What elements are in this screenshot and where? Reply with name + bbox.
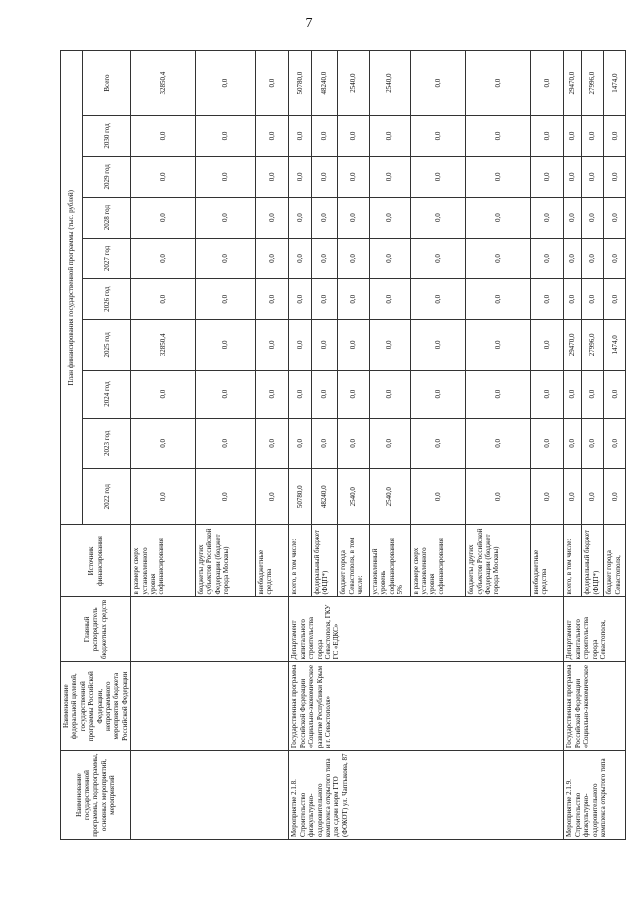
year-value-cell: 0,0 xyxy=(131,238,196,279)
year-value-cell: 0,0 xyxy=(369,238,410,279)
year-value-cell: 0,0 xyxy=(195,320,255,370)
year-value-cell: 0,0 xyxy=(195,116,255,157)
year-value-cell: 0,0 xyxy=(311,238,338,279)
total-value-cell: 0,0 xyxy=(466,51,531,116)
year-value-cell: 0,0 xyxy=(195,197,255,238)
year-value-cell: 0,0 xyxy=(564,197,582,238)
header-source: Источник финансирования xyxy=(61,525,131,597)
funding-source-cell: бюджет города Севастополя, xyxy=(604,525,626,597)
table-row xyxy=(289,51,311,840)
measure-name-cell xyxy=(131,751,289,840)
total-value-cell: 1474,0 xyxy=(604,51,626,116)
header-federal-program: Наименование федеральной целевой, государственной программы Российской Федерации, непрограммного мероприятия бюджета Российской Федерации xyxy=(61,662,131,751)
year-value-cell: 0,0 xyxy=(195,418,255,468)
year-value-cell: 0,0 xyxy=(530,418,563,468)
year-value-cell: 0,0 xyxy=(255,320,288,370)
group-measure-2-1-8 xyxy=(289,51,564,840)
year-value-cell: 0,0 xyxy=(338,320,369,370)
year-value-cell: 0,0 xyxy=(289,156,311,197)
program-name-cell: Государственная программа Российской Федерации «Социально-экономическое развитие Республики Крым и г. Севастополя» xyxy=(289,662,564,751)
year-value-cell: 0,0 xyxy=(131,279,196,320)
table-row xyxy=(564,51,582,840)
year-value-cell: 0,0 xyxy=(582,469,604,525)
year-value-cell: 0,0 xyxy=(564,156,582,197)
year-value-cell: 0,0 xyxy=(311,197,338,238)
program-name-cell xyxy=(131,662,289,751)
funding-source-cell: бюджет города Севастополя, в том числе: xyxy=(338,525,369,597)
header-financing-plan: План финансирования государственной программы (тыс. рублей) xyxy=(61,51,83,525)
year-value-cell: 0,0 xyxy=(255,279,288,320)
year-value-cell: 0,0 xyxy=(466,469,531,525)
distributor-cell xyxy=(131,597,289,662)
year-value-cell: 0,0 xyxy=(410,156,466,197)
year-value-cell: 0,0 xyxy=(410,279,466,320)
year-value-cell: 0,0 xyxy=(604,116,626,157)
year-value-cell: 0,0 xyxy=(604,279,626,320)
year-value-cell: 0,0 xyxy=(604,418,626,468)
total-value-cell: 32850,4 xyxy=(131,51,196,116)
total-value-cell: 27996,0 xyxy=(582,51,604,116)
year-value-cell: 0,0 xyxy=(195,279,255,320)
year-value-cell: 0,0 xyxy=(410,238,466,279)
year-value-cell: 0,0 xyxy=(311,320,338,370)
year-value-cell: 0,0 xyxy=(338,197,369,238)
year-value-cell: 0,0 xyxy=(466,279,531,320)
year-value-cell: 0,0 xyxy=(410,197,466,238)
year-value-cell: 1474,0 xyxy=(604,320,626,370)
year-value-cell: 2540,0 xyxy=(369,469,410,525)
year-value-cell: 0,0 xyxy=(530,156,563,197)
year-value-cell: 0,0 xyxy=(369,320,410,370)
year-value-cell: 0,0 xyxy=(131,156,196,197)
year-value-cell: 0,0 xyxy=(410,320,466,370)
year-value-cell: 0,0 xyxy=(289,238,311,279)
year-value-cell: 0,0 xyxy=(311,418,338,468)
year-value-cell: 29470,0 xyxy=(564,320,582,370)
header-year: 2026 год xyxy=(83,279,131,320)
distributor-cell: Департамент капитального строительства города Севастополя, xyxy=(564,597,626,662)
year-value-cell: 0,0 xyxy=(530,116,563,157)
year-value-cell: 0,0 xyxy=(410,469,466,525)
year-value-cell: 0,0 xyxy=(369,279,410,320)
page-number: 7 xyxy=(305,16,313,31)
year-value-cell: 0,0 xyxy=(530,279,563,320)
year-value-cell: 0,0 xyxy=(338,156,369,197)
header-total: Всего xyxy=(83,51,131,116)
header-year: 2022 год xyxy=(83,469,131,525)
header-row-plan xyxy=(61,51,83,840)
year-value-cell: 0,0 xyxy=(131,197,196,238)
funding-source-cell: внебюджетные средства xyxy=(530,525,563,597)
distributor-cell: Департамент капитального строительства города Севастополя, ГКУ ГС «ЕДКС» xyxy=(289,597,564,662)
year-value-cell: 0,0 xyxy=(289,320,311,370)
year-value-cell: 0,0 xyxy=(195,370,255,418)
year-value-cell: 0,0 xyxy=(369,418,410,468)
year-value-cell: 0,0 xyxy=(564,469,582,525)
year-value-cell: 0,0 xyxy=(466,156,531,197)
year-value-cell: 0,0 xyxy=(604,156,626,197)
year-value-cell: 0,0 xyxy=(195,156,255,197)
year-value-cell: 0,0 xyxy=(289,370,311,418)
year-value-cell: 0,0 xyxy=(604,238,626,279)
total-value-cell: 50780,0 xyxy=(289,51,311,116)
funding-source-cell: всего, в том числе: xyxy=(289,525,311,597)
year-value-cell: 0,0 xyxy=(311,279,338,320)
year-value-cell: 0,0 xyxy=(466,238,531,279)
year-value-cell: 0,0 xyxy=(410,418,466,468)
measure-name-cell: Мероприятие 2.1.9. Строительство физкультурно-оздоровительного комплекса открытого типа xyxy=(564,751,626,840)
year-value-cell: 0,0 xyxy=(582,197,604,238)
header-year: 2030 год xyxy=(83,116,131,157)
year-value-cell: 0,0 xyxy=(564,418,582,468)
total-value-cell: 2540,0 xyxy=(369,51,410,116)
year-value-cell: 0,0 xyxy=(530,197,563,238)
year-value-cell: 0,0 xyxy=(369,370,410,418)
year-value-cell: 0,0 xyxy=(289,418,311,468)
year-value-cell: 0,0 xyxy=(369,156,410,197)
funding-source-cell: бюджеты других субъектов Российской Федерации (бюджет города Москвы) xyxy=(466,525,531,597)
funding-source-cell: в размере сверх установленного уровня софинансирования xyxy=(410,525,466,597)
year-value-cell: 0,0 xyxy=(255,197,288,238)
year-value-cell: 0,0 xyxy=(195,469,255,525)
year-value-cell: 0,0 xyxy=(338,370,369,418)
financing-table xyxy=(60,50,626,840)
header-year: 2023 год xyxy=(83,418,131,468)
year-value-cell: 32850,4 xyxy=(131,320,196,370)
funding-source-cell: федеральный бюджет (ФЦП*) xyxy=(582,525,604,597)
year-value-cell: 0,0 xyxy=(255,116,288,157)
header-distributor: Главный распорядитель бюджетных средств xyxy=(61,597,131,662)
funding-source-cell: бюджеты других субъектов Российской Федерации (бюджет города Москвы) xyxy=(195,525,255,597)
year-value-cell: 0,0 xyxy=(564,370,582,418)
header-year: 2027 год xyxy=(83,238,131,279)
year-value-cell: 0,0 xyxy=(530,320,563,370)
header-year: 2025 год xyxy=(83,320,131,370)
year-value-cell: 0,0 xyxy=(582,238,604,279)
year-value-cell: 0,0 xyxy=(582,279,604,320)
year-value-cell: 0,0 xyxy=(369,116,410,157)
year-value-cell: 50780,0 xyxy=(289,469,311,525)
program-name-cell: Государственная программа Российской Федерации «Социально-экономическое xyxy=(564,662,626,751)
year-value-cell: 0,0 xyxy=(311,116,338,157)
year-value-cell: 0,0 xyxy=(564,238,582,279)
year-value-cell: 0,0 xyxy=(410,370,466,418)
year-value-cell: 0,0 xyxy=(195,238,255,279)
year-value-cell: 0,0 xyxy=(466,116,531,157)
year-value-cell: 0,0 xyxy=(338,418,369,468)
year-value-cell: 0,0 xyxy=(582,116,604,157)
total-value-cell: 48240,0 xyxy=(311,51,338,116)
funding-source-cell: всего, в том числе: xyxy=(564,525,582,597)
funding-source-cell: в размере сверх установленного уровня софинансирования xyxy=(131,525,196,597)
year-value-cell: 0,0 xyxy=(131,370,196,418)
year-value-cell: 0,0 xyxy=(255,370,288,418)
year-value-cell: 27996,0 xyxy=(582,320,604,370)
year-value-cell: 0,0 xyxy=(131,116,196,157)
year-value-cell: 0,0 xyxy=(466,197,531,238)
year-value-cell: 0,0 xyxy=(311,156,338,197)
funding-source-cell: федеральный бюджет (ФЦП*) xyxy=(311,525,338,597)
header-year: 2029 год xyxy=(83,156,131,197)
table-row xyxy=(131,51,196,840)
total-value-cell: 2540,0 xyxy=(338,51,369,116)
year-value-cell: 0,0 xyxy=(530,370,563,418)
year-value-cell: 0,0 xyxy=(369,197,410,238)
year-value-cell: 0,0 xyxy=(466,320,531,370)
total-value-cell: 0,0 xyxy=(410,51,466,116)
year-value-cell: 0,0 xyxy=(564,279,582,320)
year-value-cell: 0,0 xyxy=(530,469,563,525)
header-program-name: Наименование государственной программы, подпрограммы, основных мероприятий, мероприятий xyxy=(61,751,131,840)
measure-name-cell: Мероприятие 2.1.8. Строительство физкультурно-оздоровительного комплекса открытого типа для сдачи норм ГТО (ФОКОТ) ул. Чаптыкова, 87 xyxy=(289,751,564,840)
year-value-cell: 0,0 xyxy=(338,238,369,279)
group-measure-2-1-9 xyxy=(564,51,626,840)
year-value-cell: 0,0 xyxy=(564,116,582,157)
funding-source-cell: установленный уровень софинансирования 5% xyxy=(369,525,410,597)
header-year: 2028 год xyxy=(83,197,131,238)
total-value-cell: 0,0 xyxy=(530,51,563,116)
year-value-cell: 0,0 xyxy=(338,116,369,157)
total-value-cell: 0,0 xyxy=(195,51,255,116)
year-value-cell: 0,0 xyxy=(604,469,626,525)
year-value-cell: 48240,0 xyxy=(311,469,338,525)
year-value-cell: 0,0 xyxy=(582,156,604,197)
total-value-cell: 29470,0 xyxy=(564,51,582,116)
financing-table-sheet xyxy=(60,50,622,840)
year-value-cell: 0,0 xyxy=(131,469,196,525)
year-value-cell: 0,0 xyxy=(289,197,311,238)
year-value-cell: 0,0 xyxy=(604,370,626,418)
year-value-cell: 0,0 xyxy=(604,197,626,238)
total-value-cell: 0,0 xyxy=(255,51,288,116)
year-value-cell: 0,0 xyxy=(255,156,288,197)
year-value-cell: 0,0 xyxy=(255,418,288,468)
header-year: 2024 год xyxy=(83,370,131,418)
year-value-cell: 0,0 xyxy=(255,469,288,525)
year-value-cell: 0,0 xyxy=(410,116,466,157)
year-value-cell: 0,0 xyxy=(582,418,604,468)
group-continuation xyxy=(131,51,289,840)
year-value-cell: 0,0 xyxy=(582,370,604,418)
year-value-cell: 0,0 xyxy=(466,370,531,418)
year-value-cell: 0,0 xyxy=(289,279,311,320)
funding-source-cell: внебюджетные средства xyxy=(255,525,288,597)
year-value-cell: 0,0 xyxy=(311,370,338,418)
year-value-cell: 0,0 xyxy=(289,116,311,157)
year-value-cell: 0,0 xyxy=(466,418,531,468)
year-value-cell: 0,0 xyxy=(255,238,288,279)
year-value-cell: 2540,0 xyxy=(338,469,369,525)
year-value-cell: 0,0 xyxy=(338,279,369,320)
year-value-cell: 0,0 xyxy=(530,238,563,279)
year-value-cell: 0,0 xyxy=(131,418,196,468)
